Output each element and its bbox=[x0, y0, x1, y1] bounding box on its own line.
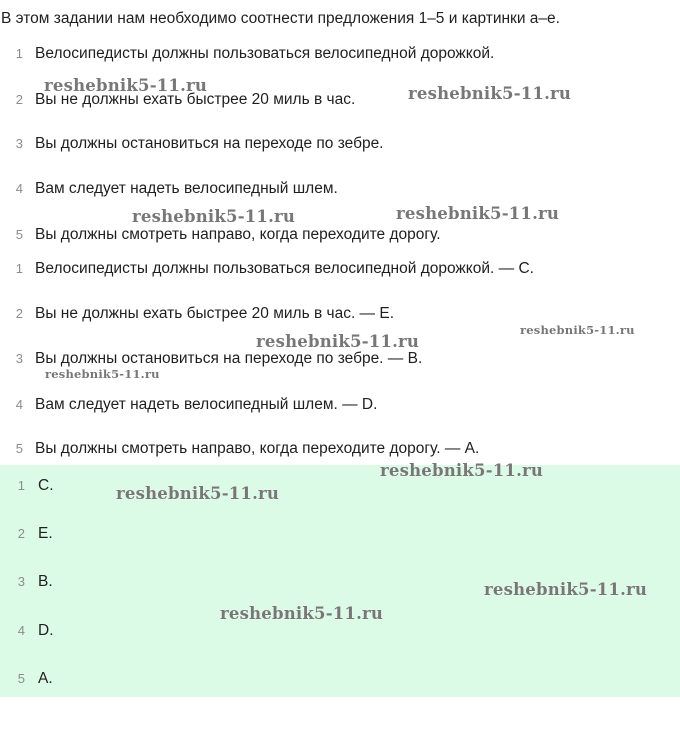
item-number: 3 bbox=[15, 136, 23, 151]
answer-letter: В. bbox=[38, 573, 53, 590]
watermark: reshebnik5-11.ru bbox=[408, 84, 572, 103]
answer-item bbox=[0, 523, 680, 545]
answer-letter: D. bbox=[38, 622, 54, 639]
item-text: Велосипедисты должны пользоваться велосипедной дорожкой. bbox=[35, 45, 495, 62]
item-text: Вы не должны ехать быстрее 20 миль в час. — Е. bbox=[35, 305, 395, 322]
item-number: 1 bbox=[15, 261, 23, 276]
item-number: 1 bbox=[17, 478, 25, 493]
item-number: 1 bbox=[15, 46, 23, 61]
question-item bbox=[0, 133, 680, 155]
item-number: 4 bbox=[15, 397, 23, 412]
matched-item bbox=[0, 303, 680, 325]
watermark: reshebnik5-11.ru bbox=[380, 461, 544, 480]
item-text: Вы должны остановиться на переходе по зебре. — В. bbox=[35, 350, 423, 367]
watermark: reshebnik5-11.ru bbox=[44, 76, 208, 95]
item-number: 2 bbox=[17, 526, 25, 541]
answer-item bbox=[0, 668, 680, 690]
answer-letter: Е. bbox=[38, 525, 53, 542]
answer-letter: С. bbox=[38, 477, 54, 494]
item-number: 5 bbox=[17, 671, 25, 686]
matched-item bbox=[0, 438, 680, 460]
watermark: reshebnik5-11.ru bbox=[484, 580, 648, 599]
item-text: Вам следует надеть велосипедный шлем. — D. bbox=[35, 396, 378, 413]
item-number: 3 bbox=[15, 351, 23, 366]
question-item bbox=[0, 224, 680, 246]
item-number: 2 bbox=[15, 306, 23, 321]
watermark: reshebnik5-11.ru bbox=[396, 204, 560, 223]
matched-item bbox=[0, 258, 680, 280]
item-text: Вам следует надеть велосипедный шлем. bbox=[35, 180, 338, 197]
watermark: reshebnik5-11.ru bbox=[132, 207, 296, 226]
answer-item bbox=[0, 620, 680, 642]
watermark: reshebnik5-11.ru bbox=[520, 323, 635, 337]
item-number: 4 bbox=[17, 623, 25, 638]
item-text: Велосипедисты должны пользоваться велосипедной дорожкой. — С. bbox=[35, 260, 534, 277]
watermark: reshebnik5-11.ru bbox=[256, 332, 420, 351]
matched-item bbox=[0, 394, 680, 416]
item-text: Вы не должны ехать быстрее 20 миль в час. bbox=[35, 91, 356, 108]
question-item bbox=[0, 43, 680, 65]
item-number: 5 bbox=[15, 441, 23, 456]
question-item bbox=[0, 178, 680, 200]
item-text: Вы должны остановиться на переходе по зебре. bbox=[35, 135, 384, 152]
item-number: 3 bbox=[17, 574, 25, 589]
item-number: 4 bbox=[15, 181, 23, 196]
item-text: Вы должны смотреть направо, когда переходите дорогу. — А. bbox=[35, 440, 480, 457]
watermark: reshebnik5-11.ru bbox=[45, 367, 160, 381]
item-text: Вы должны смотреть направо, когда переходите дорогу. bbox=[35, 226, 441, 243]
task-intro: В этом задании нам необходимо соотнести предложения 1–5 и картинки а–е. bbox=[1, 10, 560, 27]
watermark: reshebnik5-11.ru bbox=[220, 604, 384, 623]
item-number: 5 bbox=[15, 227, 23, 242]
watermark: reshebnik5-11.ru bbox=[116, 484, 280, 503]
answer-letter: А. bbox=[38, 670, 53, 687]
answer-item bbox=[0, 475, 680, 497]
item-number: 2 bbox=[15, 92, 23, 107]
